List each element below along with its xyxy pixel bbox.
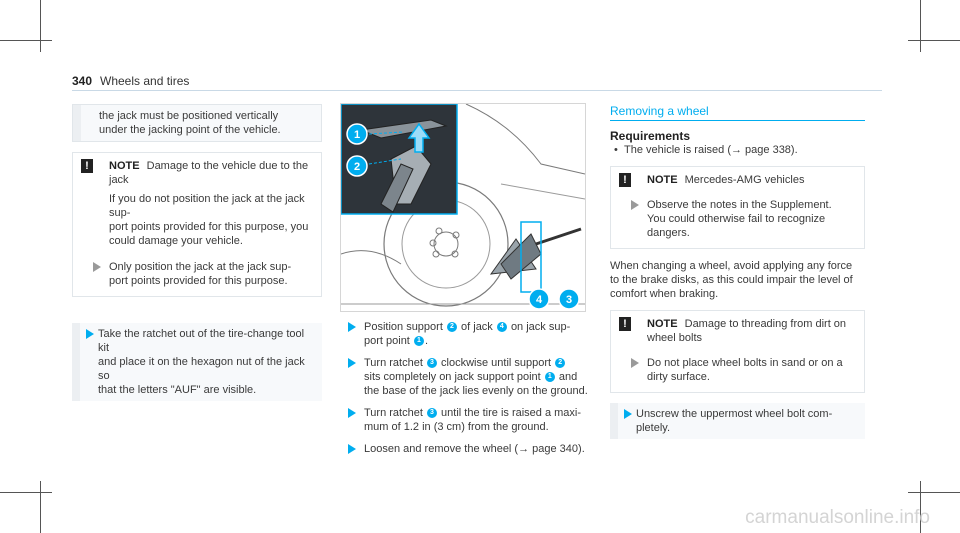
notice-label: NOTE bbox=[647, 174, 678, 186]
header-rule bbox=[72, 90, 882, 91]
svg-text:4: 4 bbox=[535, 294, 543, 306]
notice-text: port points provided for this purpose, you bbox=[109, 221, 309, 233]
step-ratchet: Take the ratchet out of the tire-change tool kit and place it on the hexagon nut of the jack so that the letters "AUF" are visible. bbox=[72, 323, 322, 401]
notice-title-line: Damage to threading from dirt on bbox=[684, 318, 847, 330]
brake-paragraph: When changing a wheel, avoid applying any force to the brake disks, as this could impair the level of comfort when braking. bbox=[610, 260, 853, 300]
notice-step: Observe the notes in the Supplement. You could otherwise fail to recognize dangers. bbox=[623, 198, 856, 240]
page-number: 340 bbox=[72, 74, 93, 88]
notice-label: NOTE bbox=[647, 318, 678, 330]
step-arrow-icon bbox=[86, 329, 94, 339]
requirement-item: • The vehicle is raised (→ page 338). bbox=[610, 143, 865, 157]
running-header: Wheels and tires bbox=[100, 74, 190, 88]
crop-mark bbox=[920, 0, 921, 52]
jack-diagram bbox=[341, 104, 585, 311]
jack-illustration bbox=[340, 103, 586, 312]
notice-title-line: jack bbox=[109, 174, 129, 186]
step-arrow-icon bbox=[348, 358, 356, 368]
callout-1: 1 bbox=[414, 336, 424, 346]
right-column bbox=[610, 104, 865, 439]
warning-icon: ! bbox=[619, 317, 631, 331]
crop-mark bbox=[0, 40, 52, 41]
step-arrow-icon bbox=[631, 358, 639, 368]
step-arrow-icon bbox=[624, 409, 632, 419]
notice-text: If you do not position the jack at the jack sup- bbox=[109, 193, 305, 219]
crop-mark bbox=[40, 481, 41, 533]
callout-3: 3 bbox=[427, 408, 437, 418]
warning-icon: ! bbox=[81, 159, 93, 173]
warning-icon: ! bbox=[619, 173, 631, 187]
step-arrow-icon bbox=[348, 444, 356, 454]
notice-jack-damage bbox=[72, 152, 322, 297]
svg-text:1: 1 bbox=[353, 129, 361, 141]
step-loosen-wheel: Loosen and remove the wheel (→ page 340). bbox=[340, 442, 590, 456]
callout-2: 2 bbox=[555, 358, 565, 368]
notice-step: Do not place wheel bolts in sand or on a dirty surface. bbox=[623, 356, 856, 384]
callout-2: 2 bbox=[447, 322, 457, 332]
step-unscrew-bolt: Unscrew the uppermost wheel bolt com- pletely. bbox=[610, 403, 865, 439]
callout-1: 1 bbox=[545, 372, 555, 382]
left-column bbox=[72, 104, 322, 401]
section-title: Removing a wheel bbox=[610, 104, 709, 118]
step-arrow-icon bbox=[348, 408, 356, 418]
step-position-support: Position support 2 of jack 4 on jack sup- port point 1 . bbox=[340, 320, 590, 348]
notice-title: Mercedes-AMG vehicles bbox=[684, 174, 805, 186]
middle-column bbox=[340, 320, 590, 456]
crop-mark bbox=[908, 492, 960, 493]
callout-4: 4 bbox=[497, 322, 507, 332]
step-arrow-icon bbox=[631, 200, 639, 210]
intro-line: the jack must be positioned vertically bbox=[99, 110, 279, 122]
step-arrow-icon bbox=[93, 262, 101, 272]
crop-mark bbox=[908, 40, 960, 41]
crop-mark bbox=[40, 0, 41, 52]
callout-2 bbox=[347, 156, 367, 176]
intro-line: under the jacking point of the vehicle. bbox=[99, 124, 281, 136]
section-rule bbox=[610, 120, 865, 121]
notice-title-line: Damage to the vehicle due to the bbox=[146, 160, 309, 172]
notice-amg bbox=[610, 166, 865, 249]
callout-4 bbox=[529, 289, 549, 309]
requirements-title: Requirements bbox=[610, 129, 691, 143]
callout-3 bbox=[559, 289, 579, 309]
notice-text: could damage your vehicle. bbox=[109, 235, 243, 247]
watermark: carmanualsonline.info bbox=[745, 507, 930, 528]
svg-text:3: 3 bbox=[565, 294, 573, 306]
callout-3: 3 bbox=[427, 358, 437, 368]
notice-threading bbox=[610, 310, 865, 393]
notice-step: Only position the jack at the jack sup- port points provided for this purpose. bbox=[85, 260, 313, 288]
step-turn-ratchet: Turn ratchet 3 clockwise until support 2 sits completely on jack support point 1 and the base of the jack lies evenly on the ground. bbox=[340, 356, 590, 398]
notice-title-line: wheel bolts bbox=[647, 332, 703, 344]
notice-label: NOTE bbox=[109, 160, 140, 172]
callout-1 bbox=[347, 124, 367, 144]
svg-text:2: 2 bbox=[353, 161, 361, 173]
crop-mark bbox=[0, 492, 52, 493]
intro-box bbox=[72, 104, 322, 142]
step-raise-tire: Turn ratchet 3 until the tire is raised a maxi- mum of 1.2 in (3 cm) from the ground. bbox=[340, 406, 590, 434]
step-arrow-icon bbox=[348, 322, 356, 332]
